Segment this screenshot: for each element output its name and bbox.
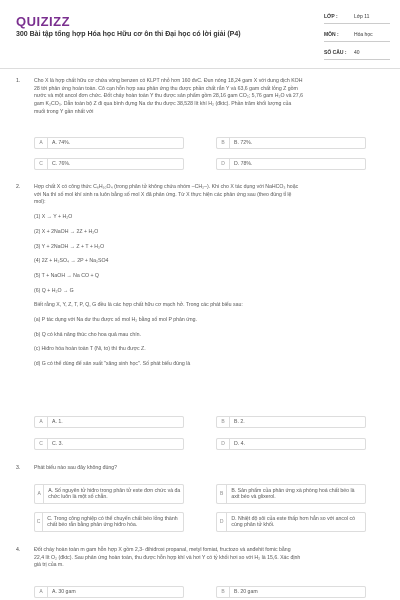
reaction-line: (2) X + 2NaOH → 2Z + H₂O <box>34 228 99 235</box>
meta-value: 40 <box>354 50 360 56</box>
meta-label: LỚP : <box>324 14 338 20</box>
answer-option[interactable] <box>34 484 184 504</box>
question-2 <box>16 184 386 369</box>
question-line: 28 tới phản ứng hoàn toàn. Cô cạn hỗn hợp sau phản ứng thu được phần chất rắn Y và 63,6 gam chất lỏng Z gồm <box>34 85 298 92</box>
answer-option[interactable] <box>216 158 366 170</box>
answer-option[interactable] <box>34 438 184 450</box>
question-line: với Na thì số mol khí sinh ra luôn bằng số mol X đã phản ứng. Từ X thực hiện các phản ứng sau (theo đúng tỉ lệ <box>34 191 292 198</box>
answer-option[interactable] <box>216 586 366 598</box>
option-text: D. 4. <box>234 441 245 447</box>
question-line: muối trong Y gần nhất với <box>34 108 94 115</box>
option-letter: A <box>35 138 48 148</box>
statement-line: (d) G có thể dùng để sản xuất "xăng sinh học". Số phát biểu đúng là <box>34 361 191 368</box>
option-letter: C <box>35 159 48 169</box>
question-line: 22,4 lít O₂ (đktc). Sau phản ứng hoàn toàn, thu được hỗn hợp khí và hơi Y có tỷ khối hơi so với H₂ là 15,6. Xác định <box>34 554 301 561</box>
statement-line: (b) Q có khả năng thúc cho hoa quả mau chín. <box>34 331 141 338</box>
question-line: Đốt cháy hoàn toàn m gam hỗn hợp X gồm 2,3- đihiđroxi propanal, metyl fomiat, fructozo và anđehit fomic bằng <box>34 547 291 553</box>
reaction-line: (5) T + NaOH → Na CO + Q <box>34 272 99 279</box>
question-line: nước và một ancol đơn chức. Đốt cháy hoàn toàn Y thu được sản phẩm gồm 28,16 gam CO₂; 5,76 gam H₂O và 27,6 <box>34 93 303 100</box>
question-text <box>34 184 386 369</box>
question-line: Biết rằng X, Y, Z, T, P, Q, G đều là các hợp chất hữu cơ mạch hở. Trong các phát biểu sau: <box>34 302 243 309</box>
option-text: B. 2. <box>234 419 245 425</box>
option-text: C. Trong công nghiệp có thể chuyển chất béo lỏng thành chất béo rắn bằng phản ứng hiđro hóa. <box>47 515 178 528</box>
worksheet-meta <box>324 11 390 65</box>
statement-line: (c) Hiđro hóa hoàn toàn T (Ni, to) thì thu được Z. <box>34 346 146 353</box>
question-line: Phát biểu nào sau đây không đúng? <box>34 465 118 471</box>
question-line: gam K₂CO₃. Dẫn toàn bộ Z đi qua bình đựng Na dư thu được 38,528 lít khí H₂ (đktc). Phần trăm khối lượng của <box>34 101 292 108</box>
meta-row-subject <box>324 29 390 42</box>
question-line: Hợp chất X có công thức C₆H₁₀O₄ (trong phân tử không chứa nhóm –CH₂–). Khi cho X tác dụng với NaHCO₃ hoặc <box>34 184 299 190</box>
option-letter: C <box>35 513 43 531</box>
answer-option[interactable] <box>34 158 184 170</box>
meta-label: SỐ CÂU : <box>324 50 347 56</box>
question-4 <box>16 547 386 570</box>
question-1 <box>16 78 386 117</box>
reaction-line: (4) 2Z + H₂SO₄ → 2P + Na₂SO4 <box>34 258 109 265</box>
reaction-line: (6) Q + H₂O → G <box>34 287 74 294</box>
question-text <box>34 78 386 117</box>
option-letter: B <box>217 587 230 597</box>
option-text: A. 1. <box>52 419 63 425</box>
quizizz-logo: QUIZIZZ <box>16 14 71 29</box>
answer-option[interactable] <box>216 137 366 149</box>
option-letter: D <box>217 439 230 449</box>
option-letter: C <box>35 439 48 449</box>
option-letter: B <box>217 138 230 148</box>
question-number: 3. <box>16 465 21 471</box>
option-text: C. 76%. <box>52 161 71 167</box>
question-number: 2. <box>16 184 21 190</box>
answer-option[interactable] <box>34 512 184 532</box>
option-text: D. Nhiệt độ sôi của este thấp hơn hẳn so với ancol có cùng phân tử khối. <box>231 515 355 528</box>
answer-option[interactable] <box>34 137 184 149</box>
option-text: B. 72%. <box>234 140 253 146</box>
option-text: A. Số nguyên tử hiđro trong phân tử este đơn chức và đa chức luôn là một số chẵn. <box>48 487 181 500</box>
option-letter: D <box>217 159 230 169</box>
question-line: mol): <box>34 199 46 206</box>
question-number: 1. <box>16 78 21 84</box>
meta-label: MÔN : <box>324 32 339 38</box>
meta-value: Hóa học <box>354 32 373 38</box>
question-number: 4. <box>16 547 21 553</box>
question-line: Cho X là hợp chất hữu cơ chứa vòng benzen có KLPT nhỏ hơn 160 đvC. Đun nóng 18,24 gam X với dung dịch KOH <box>34 78 303 84</box>
question-text <box>34 465 386 473</box>
question-text <box>34 547 386 570</box>
option-text: C. 3. <box>52 441 63 447</box>
reaction-line: (1) X → Y + H₂O <box>34 214 73 221</box>
option-letter: A <box>35 587 48 597</box>
option-text: D. 78%. <box>234 161 253 167</box>
option-letter: D <box>217 513 227 531</box>
meta-row-count <box>324 47 390 60</box>
option-letter: B <box>217 417 230 427</box>
option-letter: A <box>35 417 48 427</box>
option-text: A. 74%. <box>52 140 71 146</box>
answer-option[interactable] <box>34 416 184 428</box>
option-text: B. Sản phẩm của phản ứng xà phòng hoá chất béo là axit béo và glixerol. <box>231 487 355 500</box>
answer-option[interactable] <box>216 438 366 450</box>
meta-value: Lớp 11 <box>354 14 370 20</box>
reaction-line: (3) Y + 2NaOH → Z + T + H₂O <box>34 243 105 250</box>
answer-option[interactable] <box>216 484 366 504</box>
option-letter: A <box>35 485 44 503</box>
option-text: A. 30 gam <box>52 589 76 595</box>
question-line: giá trị của m. <box>34 562 64 569</box>
meta-row-grade <box>324 11 390 24</box>
option-letter: B <box>217 485 227 503</box>
answer-option[interactable] <box>216 512 366 532</box>
question-3 <box>16 465 386 473</box>
answer-option[interactable] <box>34 586 184 598</box>
worksheet-header <box>0 0 400 69</box>
option-text: B. 20 gam <box>234 589 258 595</box>
statement-line: (a) P tác dụng với Na dư thu được số mol H₂ bằng số mol P phản ứng. <box>34 317 197 324</box>
worksheet-title: 300 Bài tập tổng hợp Hóa học Hữu cơ ôn thi Đại học có lời giải (P4) <box>16 31 241 38</box>
answer-option[interactable] <box>216 416 366 428</box>
